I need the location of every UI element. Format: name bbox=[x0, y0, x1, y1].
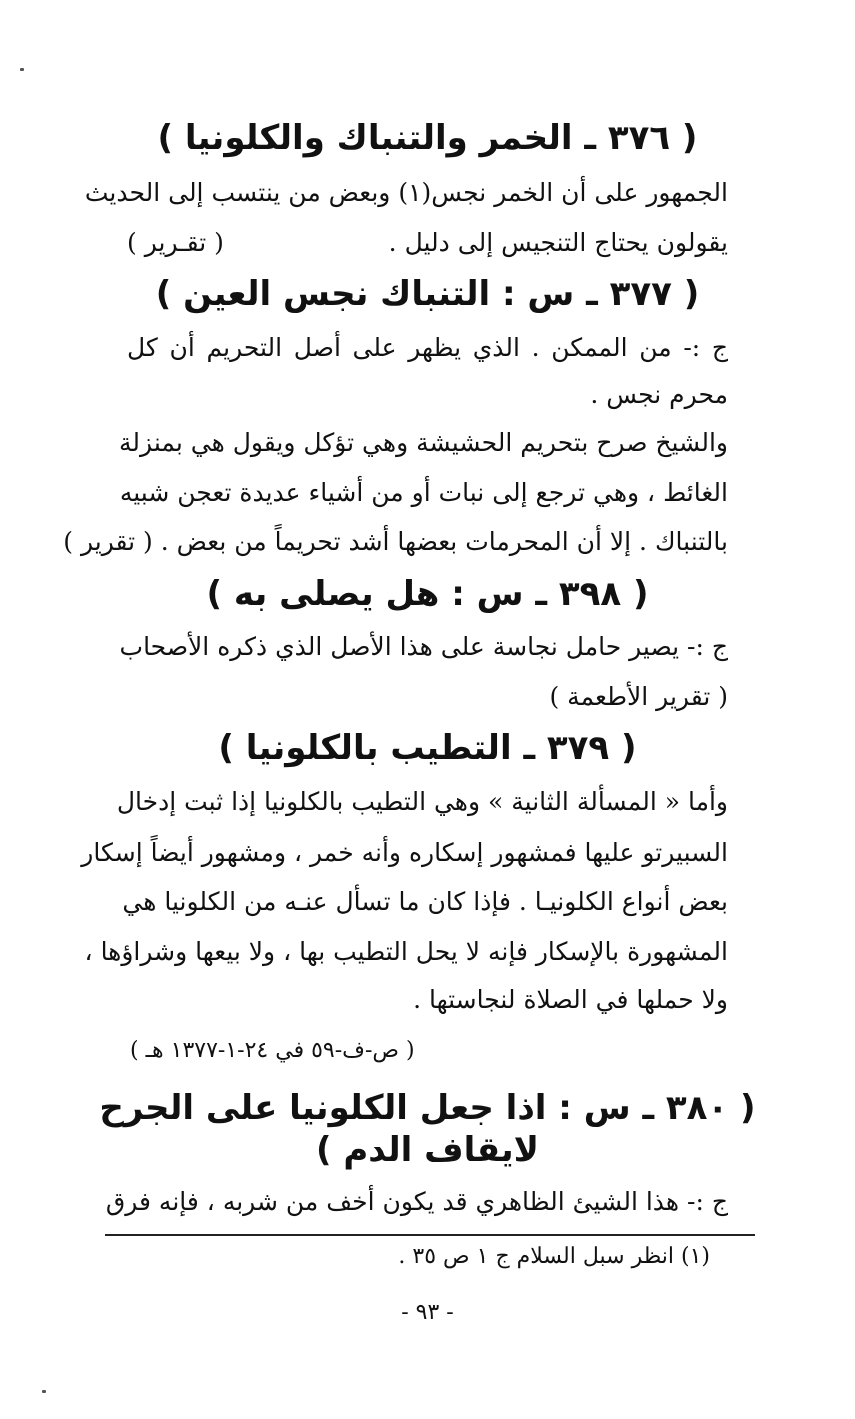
heading-379: ( ٣٧٩ ـ التطيب بالكلونيا ) bbox=[218, 728, 637, 768]
body-line: ( تقرير الأطعمة ) bbox=[549, 682, 728, 711]
fatwa-reference: ( ص-ف-٥٩ في ٢٤-١-١٣٧٧ هـ ) bbox=[130, 1038, 415, 1063]
footnote-divider bbox=[105, 1234, 755, 1236]
source-note: ( تقـرير ) bbox=[127, 228, 224, 257]
body-line: وأما « المسألة الثانية » وهي التطيب بالكلونيا إذا ثبت إدخال bbox=[116, 787, 728, 816]
body-line: يقولون يحتاج التنجيس إلى دليل . bbox=[388, 228, 728, 257]
body-line: بعض أنواع الكلونيـا . فإذا كان ما تسأل عنـه من الكلونيا هي bbox=[122, 887, 728, 916]
heading-376: ( ٣٧٦ ـ الخمر والتنباك والكلونيا ) bbox=[157, 118, 698, 158]
heading-380-line-1: ( ٣٨٠ ـ س : اذا جعل الكلونيا على الجرح bbox=[99, 1088, 756, 1128]
body-line: السبيرتو عليها فمشهور إسكاره وأنه خمر ، ومشهور أيضاً إسكار bbox=[81, 838, 728, 867]
heading-377: ( ٣٧٧ ـ س : التنباك نجس العين ) bbox=[155, 274, 700, 314]
scan-speck bbox=[42, 1390, 46, 1393]
scan-speck bbox=[20, 68, 24, 71]
body-line: ج :- يصير حامل نجاسة على هذا الأصل الذي ذكره الأصحاب bbox=[119, 632, 728, 661]
page-number: - ٩٣ - bbox=[401, 1300, 454, 1325]
body-line: والشيخ صرح بتحريم الحشيشة وهي تؤكل ويقول هي بمنزلة bbox=[119, 428, 728, 457]
body-line: ج :- من الممكن . الذي يظهر على أصل التحريم أن كل bbox=[127, 333, 728, 362]
body-line: ولا حملها في الصلاة لنجاستها . bbox=[413, 985, 728, 1014]
body-line: المشهورة بالإسكار فإنه لا يحل التطيب بها ، ولا بيعها وشراؤها ، bbox=[84, 937, 728, 966]
heading-380-line-2: لايقاف الدم ) bbox=[315, 1130, 539, 1170]
heading-398: ( ٣٩٨ ـ س : هل يصلى به ) bbox=[206, 574, 649, 614]
footnote: (١) انظر سبل السلام ج ١ ص ٣٥ . bbox=[398, 1244, 710, 1269]
body-line: الجمهور على أن الخمر نجس(١) وبعض من ينتسب إلى الحديث bbox=[84, 178, 728, 207]
body-line: بالتنباك . إلا أن المحرمات بعضها أشد تحريماً من بعض . ( تقرير ) bbox=[63, 527, 728, 556]
body-line: محرم نجس . bbox=[590, 380, 728, 409]
body-line: ج :- هذا الشيئ الظاهري قد يكون أخف من شربه ، فإنه فرق bbox=[105, 1187, 728, 1216]
body-line: الغائط ، وهي ترجع إلى نبات أو من أشياء عديدة تعجن شبيه bbox=[119, 478, 728, 507]
